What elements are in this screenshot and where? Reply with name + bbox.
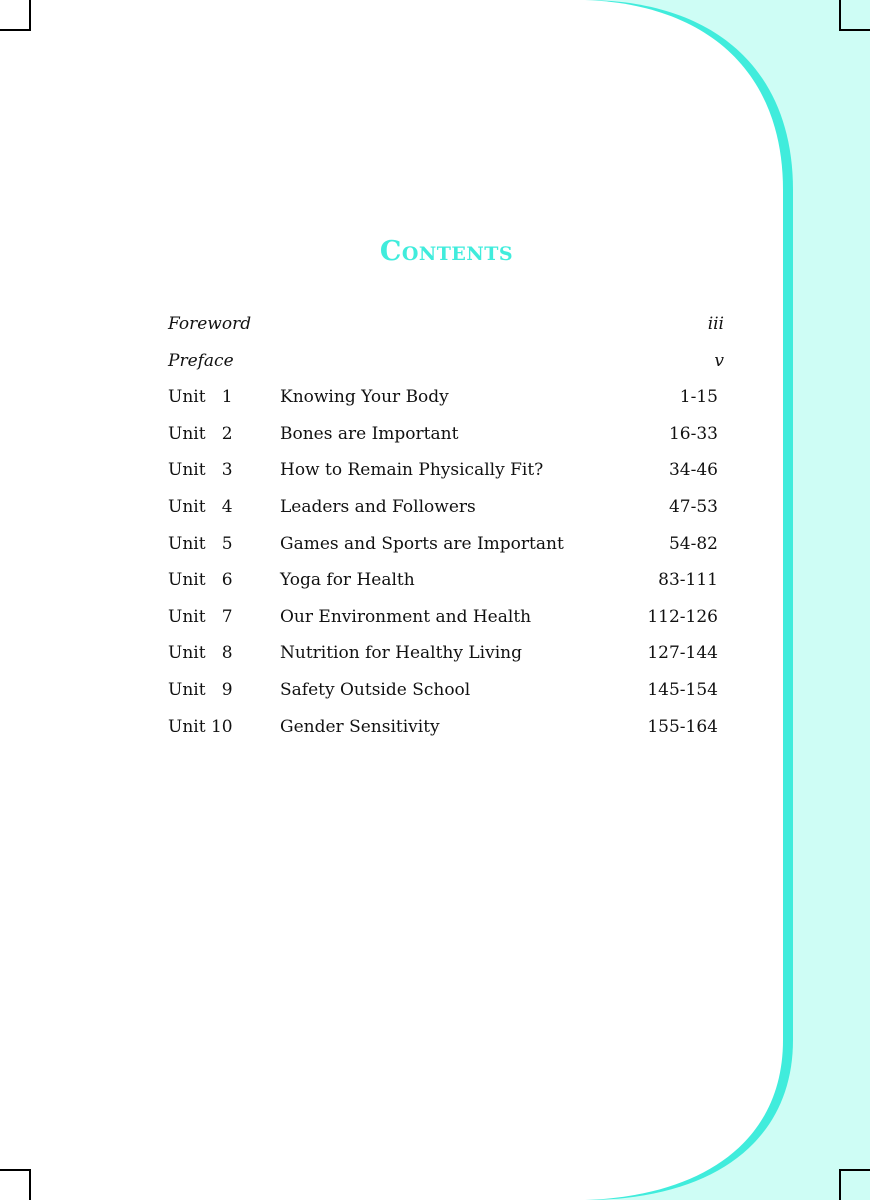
unit-number: Unit 1	[168, 387, 233, 408]
unit-number: Unit 5	[168, 533, 233, 554]
unit-title: Nutrition for Healthy Living	[280, 643, 522, 664]
toc-page: v	[714, 350, 724, 371]
unit-number: Unit 4	[168, 496, 233, 517]
toc-row-unit[interactable]	[168, 495, 728, 532]
unit-number: Unit 7	[168, 606, 233, 627]
toc-row-unit[interactable]	[168, 385, 728, 422]
unit-title: Gender Sensitivity	[280, 716, 440, 737]
toc-row-unit[interactable]	[168, 532, 728, 569]
unit-number: Unit 10	[168, 716, 233, 737]
toc-row-unit[interactable]	[168, 605, 728, 642]
table-of-contents	[168, 312, 728, 751]
unit-pages: 1-15	[679, 387, 718, 408]
toc-row-unit[interactable]	[168, 678, 728, 715]
unit-title: Knowing Your Body	[280, 387, 449, 408]
unit-pages: 83-111	[658, 570, 718, 591]
unit-pages: 127-144	[647, 643, 718, 664]
toc-row-unit[interactable]	[168, 568, 728, 605]
unit-number: Unit 8	[168, 643, 233, 664]
page-title: Contents	[379, 236, 514, 267]
unit-title: Safety Outside School	[280, 679, 471, 700]
unit-title: Yoga for Health	[280, 570, 415, 591]
toc-row-unit[interactable]	[168, 715, 728, 752]
unit-pages: 47-53	[668, 496, 718, 517]
toc-label: Preface	[168, 350, 234, 371]
unit-pages: 145-154	[647, 679, 718, 700]
unit-pages: 112-126	[647, 606, 718, 627]
toc-row-preface[interactable]	[168, 349, 728, 386]
unit-pages: 16-33	[668, 423, 718, 444]
unit-number: Unit 9	[168, 679, 233, 700]
toc-page: iii	[707, 314, 724, 334]
unit-pages: 54-82	[668, 533, 718, 554]
unit-title: Bones are Important	[280, 423, 459, 444]
unit-pages: 155-164	[647, 716, 718, 737]
unit-title: Our Environment and Health	[280, 606, 532, 627]
unit-title: How to Remain Physically Fit?	[280, 460, 544, 481]
unit-title: Leaders and Followers	[280, 496, 476, 517]
toc-row-foreword[interactable]	[168, 312, 728, 349]
unit-number: Unit 3	[168, 460, 233, 481]
toc-row-unit[interactable]	[168, 641, 728, 678]
toc-label: Foreword	[168, 314, 252, 334]
unit-number: Unit 2	[168, 423, 233, 444]
unit-number: Unit 6	[168, 570, 233, 591]
unit-title: Games and Sports are Important	[280, 533, 564, 554]
unit-pages: 34-46	[668, 460, 718, 481]
toc-row-unit[interactable]	[168, 458, 728, 495]
toc-row-unit[interactable]	[168, 422, 728, 459]
